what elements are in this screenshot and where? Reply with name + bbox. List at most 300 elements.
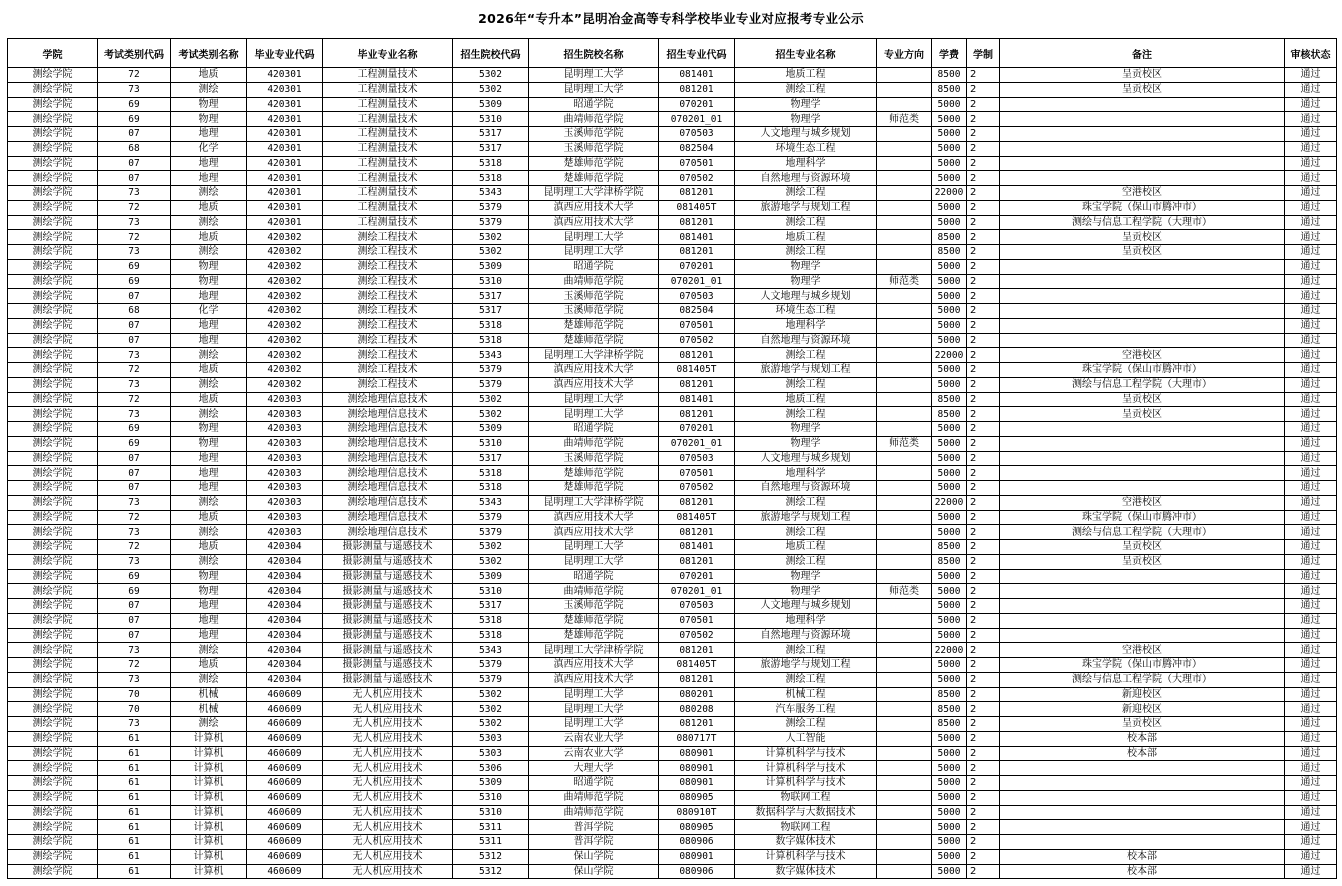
cell-grad-major-name: 测绘工程技术 (323, 333, 453, 348)
table-row (8, 82, 1337, 97)
cell-tuition: 8500 (932, 392, 967, 407)
cell-school-name: 楚雄师范学院 (529, 628, 659, 643)
cell-grad-major-code: 420303 (247, 510, 323, 525)
cell-major-direction (877, 363, 932, 378)
cell-college: 测绘学院 (8, 259, 98, 274)
cell-exam-category-name: 测绘 (171, 407, 247, 422)
cell-grad-major-name: 摄影测量与遥感技术 (323, 672, 453, 687)
cell-exam-category-name: 地理 (171, 466, 247, 481)
cell-tuition: 8500 (932, 687, 967, 702)
cell-grad-major-code: 420304 (247, 628, 323, 643)
cell-grad-major-code: 420304 (247, 643, 323, 658)
col-header-school-name: 招生院校名称 (529, 39, 659, 68)
cell-major-direction (877, 554, 932, 569)
cell-major-name: 物理学 (735, 259, 877, 274)
cell-school-code: 5310 (453, 274, 529, 289)
cell-college: 测绘学院 (8, 525, 98, 540)
table-row (8, 761, 1337, 776)
cell-school-name: 昆明理工大学 (529, 717, 659, 732)
cell-school-code: 5302 (453, 407, 529, 422)
cell-exam-category-code: 73 (98, 215, 171, 230)
cell-school-code: 5302 (453, 82, 529, 97)
cell-school-code: 5317 (453, 451, 529, 466)
cell-college: 测绘学院 (8, 156, 98, 171)
cell-review-status: 通过 (1285, 466, 1337, 481)
cell-tuition: 5000 (932, 658, 967, 673)
table-row (8, 451, 1337, 466)
cell-exam-category-name: 地质 (171, 230, 247, 245)
cell-major-direction: 师范类 (877, 112, 932, 127)
cell-school-code: 5379 (453, 363, 529, 378)
cell-exam-category-name: 物理 (171, 97, 247, 112)
cell-major-direction (877, 407, 932, 422)
cell-college: 测绘学院 (8, 215, 98, 230)
cell-exam-category-code: 61 (98, 835, 171, 850)
cell-grad-major-code: 420302 (247, 245, 323, 260)
cell-grad-major-code: 420304 (247, 599, 323, 614)
cell-school-code: 5311 (453, 835, 529, 850)
cell-major-direction (877, 127, 932, 142)
cell-review-status: 通过 (1285, 525, 1337, 540)
cell-major-direction (877, 525, 932, 540)
table-row (8, 68, 1337, 83)
table-row (8, 186, 1337, 201)
cell-major-name: 物理学 (735, 569, 877, 584)
cell-major-direction: 师范类 (877, 436, 932, 451)
col-header-school-code: 招生院校代码 (453, 39, 529, 68)
cell-tuition: 5000 (932, 377, 967, 392)
cell-school-name: 昆明理工大学 (529, 68, 659, 83)
cell-exam-category-code: 73 (98, 525, 171, 540)
cell-exam-category-code: 69 (98, 274, 171, 289)
cell-exam-category-code: 61 (98, 820, 171, 835)
cell-major-code: 080208 (659, 702, 735, 717)
cell-college: 测绘学院 (8, 658, 98, 673)
cell-remarks: 珠宝学院（保山市腾冲市） (1000, 363, 1285, 378)
cell-review-status: 通过 (1285, 540, 1337, 555)
cell-major-direction: 师范类 (877, 584, 932, 599)
cell-review-status: 通过 (1285, 82, 1337, 97)
cell-school-code: 5302 (453, 702, 529, 717)
cell-major-name: 地质工程 (735, 540, 877, 555)
cell-remarks: 呈贡校区 (1000, 392, 1285, 407)
cell-major-name: 测绘工程 (735, 407, 877, 422)
cell-grad-major-code: 420301 (247, 68, 323, 83)
cell-grad-major-name: 工程测量技术 (323, 200, 453, 215)
cell-major-direction (877, 97, 932, 112)
cell-school-name: 大理大学 (529, 761, 659, 776)
cell-school-code: 5379 (453, 200, 529, 215)
cell-major-direction (877, 186, 932, 201)
cell-school-code: 5302 (453, 554, 529, 569)
cell-major-code: 081201 (659, 215, 735, 230)
table-row (8, 776, 1337, 791)
cell-exam-category-name: 计算机 (171, 864, 247, 879)
cell-tuition: 8500 (932, 554, 967, 569)
cell-exam-category-name: 地理 (171, 628, 247, 643)
table-row (8, 805, 1337, 820)
cell-duration: 2 (967, 156, 1000, 171)
cell-grad-major-name: 测绘工程技术 (323, 348, 453, 363)
cell-grad-major-code: 420302 (247, 333, 323, 348)
cell-major-code: 081201 (659, 495, 735, 510)
cell-duration: 2 (967, 97, 1000, 112)
cell-school-name: 昆明理工大学津桥学院 (529, 348, 659, 363)
cell-remarks: 测绘与信息工程学院（大理市） (1000, 525, 1285, 540)
cell-school-code: 5302 (453, 540, 529, 555)
table-row (8, 525, 1337, 540)
cell-major-direction (877, 318, 932, 333)
cell-major-code: 080905 (659, 820, 735, 835)
cell-school-code: 5306 (453, 761, 529, 776)
table-row (8, 790, 1337, 805)
col-header-exam-category-code: 考试类别代码 (98, 39, 171, 68)
cell-exam-category-name: 地质 (171, 392, 247, 407)
table-row (8, 466, 1337, 481)
cell-remarks (1000, 569, 1285, 584)
cell-school-code: 5310 (453, 584, 529, 599)
cell-school-code: 5343 (453, 348, 529, 363)
cell-school-name: 滇西应用技术大学 (529, 672, 659, 687)
cell-tuition: 5000 (932, 584, 967, 599)
cell-major-name: 自然地理与资源环境 (735, 333, 877, 348)
cell-major-code: 070201 (659, 259, 735, 274)
cell-grad-major-name: 测绘地理信息技术 (323, 451, 453, 466)
cell-grad-major-name: 摄影测量与遥感技术 (323, 599, 453, 614)
cell-major-code: 070502 (659, 333, 735, 348)
cell-major-direction (877, 658, 932, 673)
cell-grad-major-code: 460609 (247, 746, 323, 761)
cell-school-name: 曲靖师范学院 (529, 584, 659, 599)
cell-college: 测绘学院 (8, 407, 98, 422)
cell-remarks: 测绘与信息工程学院（大理市） (1000, 215, 1285, 230)
cell-review-status: 通过 (1285, 274, 1337, 289)
cell-school-name: 昆明理工大学 (529, 230, 659, 245)
cell-major-direction (877, 820, 932, 835)
cell-grad-major-code: 420303 (247, 422, 323, 437)
cell-major-code: 081201 (659, 186, 735, 201)
cell-exam-category-code: 73 (98, 245, 171, 260)
cell-exam-category-code: 68 (98, 304, 171, 319)
cell-major-direction (877, 687, 932, 702)
cell-remarks (1000, 127, 1285, 142)
cell-duration: 2 (967, 274, 1000, 289)
cell-exam-category-code: 68 (98, 141, 171, 156)
cell-duration: 2 (967, 186, 1000, 201)
cell-exam-category-code: 69 (98, 422, 171, 437)
cell-review-status: 通过 (1285, 790, 1337, 805)
cell-major-direction (877, 392, 932, 407)
cell-major-code: 082504 (659, 304, 735, 319)
cell-exam-category-code: 61 (98, 746, 171, 761)
cell-exam-category-name: 地理 (171, 613, 247, 628)
cell-duration: 2 (967, 451, 1000, 466)
cell-review-status: 通过 (1285, 407, 1337, 422)
cell-college: 测绘学院 (8, 554, 98, 569)
cell-grad-major-name: 无人机应用技术 (323, 761, 453, 776)
cell-major-code: 070201_01 (659, 274, 735, 289)
cell-grad-major-code: 420302 (247, 318, 323, 333)
cell-exam-category-code: 73 (98, 554, 171, 569)
cell-college: 测绘学院 (8, 599, 98, 614)
page-title: 2026年“专升本”昆明冶金高等专科学校毕业专业对应报考专业公示 (478, 11, 864, 26)
cell-college: 测绘学院 (8, 643, 98, 658)
cell-major-direction (877, 643, 932, 658)
cell-exam-category-name: 物理 (171, 274, 247, 289)
cell-school-name: 曲靖师范学院 (529, 112, 659, 127)
cell-grad-major-code: 420303 (247, 407, 323, 422)
cell-major-direction (877, 68, 932, 83)
cell-remarks: 呈贡校区 (1000, 230, 1285, 245)
cell-major-name: 人文地理与城乡规划 (735, 127, 877, 142)
cell-college: 测绘学院 (8, 200, 98, 215)
cell-duration: 2 (967, 230, 1000, 245)
cell-exam-category-name: 计算机 (171, 761, 247, 776)
cell-tuition: 5000 (932, 820, 967, 835)
table-row (8, 628, 1337, 643)
cell-school-name: 昭通学院 (529, 776, 659, 791)
cell-school-name: 楚雄师范学院 (529, 466, 659, 481)
cell-duration: 2 (967, 790, 1000, 805)
cell-college: 测绘学院 (8, 584, 98, 599)
cell-duration: 2 (967, 525, 1000, 540)
cell-review-status: 通过 (1285, 304, 1337, 319)
cell-grad-major-code: 460609 (247, 805, 323, 820)
cell-grad-major-name: 测绘地理信息技术 (323, 407, 453, 422)
cell-exam-category-name: 测绘 (171, 717, 247, 732)
cell-exam-category-name: 化学 (171, 141, 247, 156)
cell-exam-category-code: 72 (98, 200, 171, 215)
cell-exam-category-name: 测绘 (171, 186, 247, 201)
table-row (8, 849, 1337, 864)
cell-grad-major-code: 460609 (247, 820, 323, 835)
cell-review-status: 通过 (1285, 97, 1337, 112)
cell-remarks: 空港校区 (1000, 348, 1285, 363)
cell-review-status: 通过 (1285, 392, 1337, 407)
cell-major-code: 081201 (659, 554, 735, 569)
cell-school-name: 普洱学院 (529, 835, 659, 850)
cell-school-code: 5318 (453, 318, 529, 333)
cell-duration: 2 (967, 554, 1000, 569)
cell-remarks: 呈贡校区 (1000, 407, 1285, 422)
cell-duration: 2 (967, 363, 1000, 378)
cell-grad-major-code: 420301 (247, 200, 323, 215)
cell-college: 测绘学院 (8, 348, 98, 363)
cell-grad-major-name: 测绘工程技术 (323, 259, 453, 274)
cell-tuition: 5000 (932, 599, 967, 614)
cell-grad-major-code: 460609 (247, 776, 323, 791)
cell-duration: 2 (967, 348, 1000, 363)
cell-exam-category-code: 69 (98, 436, 171, 451)
cell-major-direction (877, 835, 932, 850)
cell-major-code: 081201 (659, 407, 735, 422)
cell-major-name: 测绘工程 (735, 245, 877, 260)
cell-tuition: 5000 (932, 451, 967, 466)
cell-tuition: 5000 (932, 318, 967, 333)
cell-grad-major-code: 420303 (247, 436, 323, 451)
cell-school-code: 5379 (453, 377, 529, 392)
cell-college: 测绘学院 (8, 392, 98, 407)
cell-major-name: 物联网工程 (735, 820, 877, 835)
cell-tuition: 5000 (932, 156, 967, 171)
table-row (8, 864, 1337, 879)
cell-remarks (1000, 835, 1285, 850)
cell-school-code: 5312 (453, 864, 529, 879)
cell-school-code: 5310 (453, 805, 529, 820)
cell-remarks (1000, 274, 1285, 289)
cell-duration: 2 (967, 318, 1000, 333)
col-header-duration: 学制 (967, 39, 1000, 68)
cell-exam-category-name: 测绘 (171, 672, 247, 687)
cell-grad-major-name: 测绘工程技术 (323, 289, 453, 304)
cell-duration: 2 (967, 658, 1000, 673)
cell-grad-major-code: 420302 (247, 274, 323, 289)
cell-duration: 2 (967, 717, 1000, 732)
cell-exam-category-name: 物理 (171, 569, 247, 584)
col-header-exam-category-name: 考试类别名称 (171, 39, 247, 68)
cell-remarks: 呈贡校区 (1000, 540, 1285, 555)
cell-exam-category-name: 测绘 (171, 525, 247, 540)
cell-duration: 2 (967, 407, 1000, 422)
table-row (8, 156, 1337, 171)
cell-duration: 2 (967, 731, 1000, 746)
cell-school-name: 昭通学院 (529, 422, 659, 437)
cell-major-name: 旅游地学与规划工程 (735, 200, 877, 215)
cell-grad-major-name: 测绘工程技术 (323, 304, 453, 319)
cell-major-name: 测绘工程 (735, 186, 877, 201)
cell-exam-category-name: 化学 (171, 304, 247, 319)
cell-remarks (1000, 599, 1285, 614)
cell-remarks: 珠宝学院（保山市腾冲市） (1000, 200, 1285, 215)
cell-school-name: 昆明理工大学津桥学院 (529, 186, 659, 201)
cell-review-status: 通过 (1285, 200, 1337, 215)
cell-duration: 2 (967, 835, 1000, 850)
cell-tuition: 5000 (932, 112, 967, 127)
cell-school-name: 玉溪师范学院 (529, 304, 659, 319)
cell-grad-major-code: 420301 (247, 97, 323, 112)
cell-school-code: 5379 (453, 510, 529, 525)
cell-tuition: 8500 (932, 82, 967, 97)
cell-major-name: 人工智能 (735, 731, 877, 746)
cell-school-name: 楚雄师范学院 (529, 333, 659, 348)
cell-tuition: 5000 (932, 613, 967, 628)
cell-school-code: 5318 (453, 171, 529, 186)
cell-review-status: 通过 (1285, 156, 1337, 171)
cell-school-code: 5318 (453, 333, 529, 348)
cell-exam-category-name: 测绘 (171, 82, 247, 97)
cell-major-direction (877, 259, 932, 274)
cell-major-direction (877, 672, 932, 687)
table-row (8, 274, 1337, 289)
cell-review-status: 通过 (1285, 717, 1337, 732)
cell-major-code: 081401 (659, 540, 735, 555)
cell-remarks: 新迎校区 (1000, 702, 1285, 717)
cell-grad-major-name: 测绘地理信息技术 (323, 481, 453, 496)
cell-major-name: 地质工程 (735, 68, 877, 83)
cell-college: 测绘学院 (8, 82, 98, 97)
cell-remarks: 空港校区 (1000, 643, 1285, 658)
cell-major-direction (877, 141, 932, 156)
cell-major-direction (877, 599, 932, 614)
cell-exam-category-code: 69 (98, 259, 171, 274)
cell-major-name: 测绘工程 (735, 377, 877, 392)
cell-tuition: 5000 (932, 849, 967, 864)
cell-exam-category-name: 地质 (171, 540, 247, 555)
cell-college: 测绘学院 (8, 274, 98, 289)
cell-major-code: 080906 (659, 864, 735, 879)
cell-exam-category-code: 73 (98, 672, 171, 687)
cell-major-direction (877, 422, 932, 437)
cell-exam-category-code: 72 (98, 68, 171, 83)
cell-college: 测绘学院 (8, 141, 98, 156)
cell-remarks: 空港校区 (1000, 186, 1285, 201)
cell-exam-category-name: 测绘 (171, 215, 247, 230)
table-row (8, 613, 1337, 628)
cell-school-name: 楚雄师范学院 (529, 156, 659, 171)
cell-grad-major-name: 工程测量技术 (323, 186, 453, 201)
cell-college: 测绘学院 (8, 112, 98, 127)
cell-grad-major-name: 无人机应用技术 (323, 687, 453, 702)
cell-exam-category-code: 73 (98, 186, 171, 201)
cell-major-code: 081201 (659, 525, 735, 540)
cell-major-code: 081401 (659, 392, 735, 407)
table-row (8, 731, 1337, 746)
cell-duration: 2 (967, 761, 1000, 776)
cell-exam-category-name: 地质 (171, 658, 247, 673)
cell-grad-major-name: 无人机应用技术 (323, 790, 453, 805)
cell-exam-category-code: 72 (98, 540, 171, 555)
cell-review-status: 通过 (1285, 672, 1337, 687)
cell-exam-category-name: 地理 (171, 333, 247, 348)
cell-exam-category-code: 61 (98, 776, 171, 791)
cell-school-code: 5318 (453, 481, 529, 496)
cell-exam-category-code: 72 (98, 510, 171, 525)
cell-major-name: 自然地理与资源环境 (735, 171, 877, 186)
cell-major-code: 081401 (659, 68, 735, 83)
cell-school-code: 5310 (453, 436, 529, 451)
cell-grad-major-code: 420302 (247, 259, 323, 274)
cell-college: 测绘学院 (8, 436, 98, 451)
cell-school-name: 楚雄师范学院 (529, 613, 659, 628)
cell-remarks: 校本部 (1000, 864, 1285, 879)
cell-grad-major-name: 无人机应用技术 (323, 702, 453, 717)
table-row (8, 392, 1337, 407)
cell-duration: 2 (967, 82, 1000, 97)
cell-major-name: 测绘工程 (735, 82, 877, 97)
cell-school-name: 楚雄师范学院 (529, 171, 659, 186)
cell-school-name: 滇西应用技术大学 (529, 525, 659, 540)
col-header-remarks: 备注 (1000, 39, 1285, 68)
cell-remarks (1000, 466, 1285, 481)
cell-exam-category-code: 69 (98, 97, 171, 112)
cell-major-direction (877, 510, 932, 525)
cell-school-code: 5309 (453, 97, 529, 112)
cell-tuition: 5000 (932, 304, 967, 319)
cell-duration: 2 (967, 481, 1000, 496)
cell-review-status: 通过 (1285, 377, 1337, 392)
cell-major-direction (877, 776, 932, 791)
cell-review-status: 通过 (1285, 230, 1337, 245)
cell-tuition: 5000 (932, 835, 967, 850)
cell-school-name: 昆明理工大学 (529, 82, 659, 97)
cell-major-code: 080901 (659, 776, 735, 791)
cell-major-name: 物理学 (735, 112, 877, 127)
cell-review-status: 通过 (1285, 746, 1337, 761)
cell-tuition: 5000 (932, 805, 967, 820)
cell-review-status: 通过 (1285, 171, 1337, 186)
cell-grad-major-name: 无人机应用技术 (323, 776, 453, 791)
cell-review-status: 通过 (1285, 702, 1337, 717)
